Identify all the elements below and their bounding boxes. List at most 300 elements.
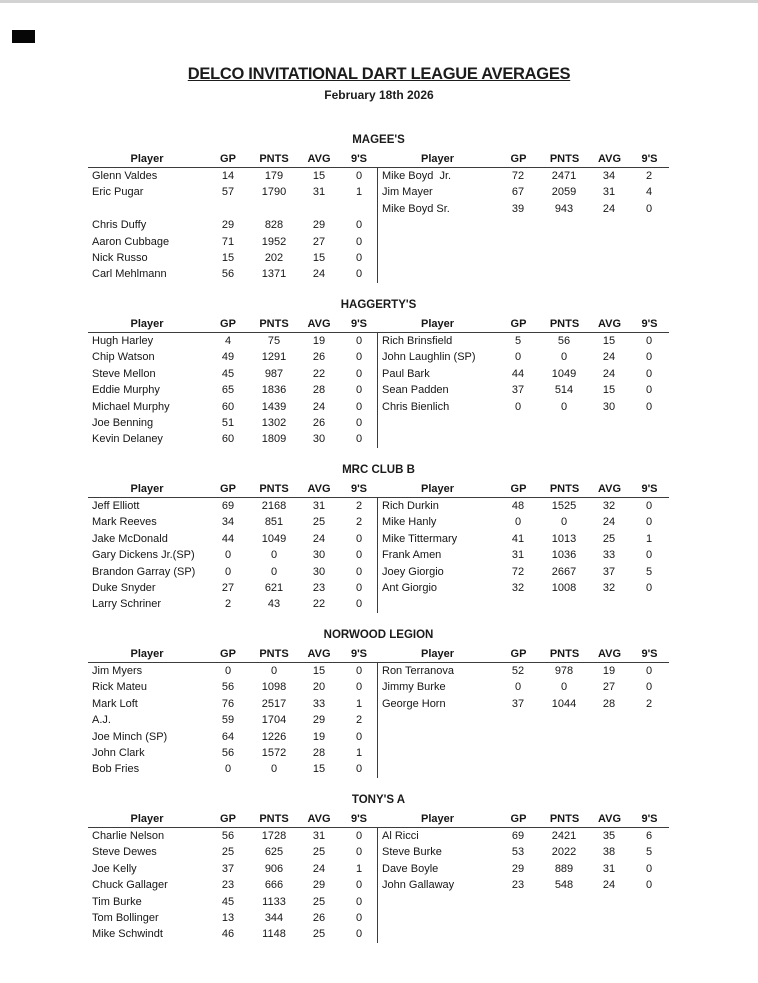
stat-value	[630, 712, 668, 728]
column-header-9s: 9'S	[350, 483, 368, 495]
stat-value: 31	[602, 862, 616, 875]
column-header-player: Player	[130, 153, 164, 165]
table-header-row	[379, 812, 670, 828]
table-row	[378, 514, 669, 530]
stat-value: 26	[312, 351, 326, 364]
stat-value: 5	[514, 335, 522, 347]
player-name: Chuck Gallager	[92, 879, 168, 892]
stat-value: 0	[270, 549, 278, 562]
table-body	[377, 828, 669, 943]
table-row	[88, 250, 379, 266]
stat-value: 179	[264, 170, 284, 182]
stat-value: 0	[355, 665, 363, 677]
player-name: Steve Dewes	[92, 846, 157, 859]
column-header-gp: GP	[510, 153, 527, 165]
player-name: Sean Padden	[382, 384, 449, 397]
stat-value: 34	[221, 516, 235, 529]
stat-value: 71	[221, 235, 235, 248]
stat-value: 60	[221, 400, 235, 413]
table-body	[377, 168, 669, 283]
stat-value: 0	[514, 516, 522, 529]
stat-value	[540, 266, 588, 282]
stat-value: 1226	[261, 730, 287, 743]
stat-value: 24	[602, 879, 616, 892]
stat-value: 67	[511, 186, 525, 199]
stat-value: 2	[355, 500, 363, 512]
player-name: Jimmy Burke	[382, 681, 446, 694]
player-name: Mike Boyd Sr.	[382, 202, 450, 215]
column-header-player: Player	[130, 318, 164, 330]
stat-value: 1790	[261, 186, 287, 199]
stat-value: 1	[355, 697, 363, 710]
stat-value: 15	[312, 251, 326, 264]
league-section	[88, 298, 669, 448]
stat-value: 1809	[261, 433, 287, 446]
stat-value: 2471	[551, 170, 577, 182]
player-name: Paul Bark	[382, 367, 430, 380]
stat-value: 978	[554, 665, 574, 677]
player-name: Mike Hanly	[382, 516, 437, 529]
table-row	[88, 580, 379, 596]
table-row	[378, 729, 669, 745]
stat-value: 2059	[551, 186, 577, 199]
stat-value: 32	[602, 581, 616, 594]
stat-value: 1008	[551, 581, 577, 594]
table-body	[377, 333, 669, 448]
stat-value: 2	[645, 170, 653, 182]
stat-value: 19	[602, 665, 616, 677]
stat-value: 52	[511, 665, 525, 677]
stat-value: 625	[264, 846, 284, 859]
stat-value	[630, 894, 668, 910]
stat-value	[588, 415, 630, 431]
table-left	[88, 812, 379, 943]
player-name	[378, 596, 496, 612]
stat-value: 34	[602, 170, 616, 182]
table-row	[378, 894, 669, 910]
stat-value: 1013	[551, 532, 577, 545]
table-row	[88, 266, 379, 282]
stat-value: 0	[645, 879, 653, 892]
player-name: Michael Murphy	[92, 400, 170, 413]
column-header-gp: GP	[220, 318, 236, 330]
stat-value: 15	[602, 335, 616, 347]
stat-value: 56	[221, 268, 235, 281]
table-right	[379, 647, 670, 778]
stat-value: 37	[602, 565, 616, 578]
table-left	[88, 647, 379, 778]
stat-value: 45	[221, 367, 235, 380]
stat-value: 0	[224, 665, 232, 677]
stat-value: 1302	[261, 416, 287, 429]
column-header-9s: 9'S	[641, 483, 658, 495]
table-row	[378, 201, 669, 217]
stat-value: 0	[355, 549, 363, 562]
column-header-pnts: PNTS	[259, 483, 289, 495]
stat-value: 0	[645, 367, 653, 380]
player-name	[88, 201, 206, 217]
stat-value: 0	[355, 251, 363, 264]
stat-value	[630, 234, 668, 250]
stat-value: 32	[602, 500, 616, 512]
stat-value	[496, 712, 540, 728]
stat-value: 0	[355, 879, 363, 892]
column-header-pnts: PNTS	[549, 813, 580, 825]
stat-value: 24	[312, 532, 326, 545]
player-name: Joey Giorgio	[382, 565, 444, 578]
player-name: Larry Schriner	[92, 598, 162, 611]
section-title: NORWOOD LEGION	[323, 629, 434, 641]
stat-value: 15	[312, 763, 326, 776]
table-row	[378, 168, 669, 184]
player-name: Chris Duffy	[92, 219, 147, 232]
stat-value: 0	[355, 928, 363, 941]
stat-value: 51	[221, 416, 235, 429]
stat-value	[630, 266, 668, 282]
table-row	[88, 333, 379, 349]
league-section	[88, 793, 669, 943]
stat-value: 31	[602, 186, 616, 199]
table-row	[88, 696, 379, 712]
table-row	[378, 596, 669, 612]
stat-value: 72	[511, 565, 525, 578]
stat-value: 0	[645, 335, 653, 347]
table-row	[88, 564, 379, 580]
section-title: TONY'S A	[351, 794, 406, 806]
player-name: Rick Mateu	[92, 681, 148, 694]
table-row	[88, 415, 379, 431]
stat-value: 43	[267, 598, 281, 611]
player-name: Ron Terranova	[382, 665, 454, 677]
league-section	[88, 463, 669, 613]
stat-value: 28	[602, 697, 616, 710]
page-title: DELCO INVITATIONAL DART LEAGUE AVERAGES	[187, 65, 571, 83]
stat-value	[340, 201, 378, 217]
stat-value: 25	[312, 928, 326, 941]
table-header-row	[379, 647, 670, 663]
stat-value: 0	[355, 895, 363, 908]
stat-value: 25	[312, 846, 326, 859]
stat-value	[630, 415, 668, 431]
player-name: Charlie Nelson	[92, 830, 165, 842]
column-header-9s: 9'S	[350, 153, 368, 165]
stat-value: 29	[312, 714, 326, 727]
stat-value: 0	[355, 763, 363, 776]
stat-value	[540, 745, 588, 761]
column-header-pnts: PNTS	[549, 153, 580, 165]
stat-value: 19	[312, 335, 326, 347]
player-name	[378, 761, 496, 777]
column-header-9s: 9'S	[641, 813, 658, 825]
column-header-pnts: PNTS	[549, 648, 580, 660]
stat-value: 37	[511, 384, 525, 397]
stat-value: 202	[264, 251, 284, 264]
stat-value: 1036	[551, 549, 577, 562]
table-row	[378, 266, 669, 282]
table-row	[88, 349, 379, 365]
stat-value	[496, 217, 540, 233]
player-name: Mike Boyd Jr.	[382, 170, 452, 182]
player-name: Glenn Valdes	[92, 170, 158, 182]
stat-value: 0	[645, 202, 653, 215]
player-name: Duke Snyder	[92, 581, 156, 594]
stat-value: 5	[645, 846, 653, 859]
player-name	[378, 250, 496, 266]
table-right	[379, 812, 670, 943]
table-row	[378, 547, 669, 563]
table-row	[88, 844, 379, 860]
player-name: Eric Pugar	[92, 186, 144, 199]
stat-value: 24	[312, 862, 326, 875]
table-right	[379, 152, 670, 283]
table-row	[378, 382, 669, 398]
stat-value: 24	[602, 367, 616, 380]
stat-value: 0	[645, 681, 653, 694]
table-body	[88, 663, 379, 778]
stat-value: 0	[355, 400, 363, 413]
column-header-avg: AVG	[597, 153, 622, 165]
stat-value: 22	[312, 367, 326, 380]
stat-value	[588, 894, 630, 910]
player-name: Aaron Cubbage	[92, 235, 170, 248]
table-row	[88, 761, 379, 777]
column-header-pnts: PNTS	[259, 648, 289, 660]
player-name: Chris Bienlich	[382, 400, 450, 413]
stat-value: 0	[355, 532, 363, 545]
stat-value: 0	[560, 351, 568, 364]
section-tables	[88, 152, 669, 283]
stat-value: 24	[312, 400, 326, 413]
column-header-pnts: PNTS	[259, 153, 289, 165]
player-name: Joe Benning	[92, 416, 154, 429]
player-name	[378, 926, 496, 942]
column-header-player: Player	[420, 483, 455, 495]
column-header-player: Player	[420, 318, 455, 330]
stat-value: 31	[312, 830, 326, 842]
stat-value	[540, 729, 588, 745]
column-header-gp: GP	[510, 483, 527, 495]
stat-value	[496, 761, 540, 777]
player-name: Jim Myers	[92, 665, 143, 677]
stat-value	[630, 745, 668, 761]
stat-value: 69	[511, 830, 525, 842]
player-name: Joe Minch (SP)	[92, 730, 168, 743]
stat-value	[496, 431, 540, 447]
table-row	[378, 349, 669, 365]
player-name	[378, 234, 496, 250]
table-row	[378, 415, 669, 431]
table-right	[379, 482, 670, 613]
table-row	[378, 712, 669, 728]
player-name: Dave Boyle	[382, 862, 439, 875]
table-row	[88, 828, 379, 844]
table-header-row	[379, 152, 670, 168]
stat-value: 30	[602, 400, 616, 413]
column-header-player: Player	[420, 153, 455, 165]
stat-value: 32	[511, 581, 525, 594]
stat-value: 0	[270, 665, 278, 677]
stat-value: 33	[312, 697, 326, 710]
table-header-row	[88, 482, 379, 498]
player-name: John Gallaway	[382, 879, 455, 892]
player-name: John Clark	[92, 746, 145, 759]
stat-value	[588, 729, 630, 745]
table-row	[88, 234, 379, 250]
stat-value: 0	[560, 400, 568, 413]
stat-value	[540, 250, 588, 266]
column-header-avg: AVG	[307, 813, 331, 825]
stat-value: 23	[511, 879, 525, 892]
stat-value	[540, 234, 588, 250]
stat-value: 2421	[551, 830, 577, 842]
stat-value: 4	[224, 335, 232, 347]
table-row	[378, 861, 669, 877]
stat-value: 25	[221, 846, 235, 859]
player-name	[378, 894, 496, 910]
player-name: Bob Fries	[92, 763, 140, 776]
table-body	[377, 498, 669, 613]
player-name: Mark Loft	[92, 697, 138, 710]
stat-value	[588, 926, 630, 942]
table-row	[88, 201, 379, 217]
stat-value: 35	[602, 830, 616, 842]
corner-mark	[12, 30, 35, 43]
stat-value: 906	[264, 862, 284, 875]
stat-value: 666	[264, 879, 284, 892]
stat-value: 65	[221, 384, 235, 397]
table-row	[88, 399, 379, 415]
table-body	[88, 828, 379, 943]
stat-value: 0	[645, 351, 653, 364]
player-name: George Horn	[382, 697, 446, 710]
stat-value: 29	[221, 219, 235, 232]
stat-value: 2517	[261, 697, 287, 710]
stat-value: 0	[645, 862, 653, 875]
stat-value: 76	[221, 697, 235, 710]
section-tables	[88, 647, 669, 778]
table-body	[377, 663, 669, 778]
player-name: Eddie Murphy	[92, 384, 160, 397]
stat-value: 56	[221, 746, 235, 759]
table-row	[88, 184, 379, 200]
stat-value: 25	[312, 516, 326, 529]
stat-value: 15	[602, 384, 616, 397]
section-tables	[88, 812, 669, 943]
column-header-pnts: PNTS	[549, 318, 580, 330]
stat-value: 0	[355, 730, 363, 743]
stat-value: 621	[264, 581, 284, 594]
stat-value: 2667	[551, 565, 577, 578]
stat-value: 26	[312, 911, 326, 924]
stat-value: 31	[312, 500, 326, 512]
stat-value: 0	[645, 384, 653, 397]
stat-value	[588, 761, 630, 777]
stat-value: 49	[221, 351, 235, 364]
table-row	[88, 498, 379, 514]
table-row	[378, 745, 669, 761]
player-name: Ant Giorgio	[382, 581, 438, 594]
stat-value	[540, 596, 588, 612]
table-row	[88, 547, 379, 563]
stat-value: 0	[514, 351, 522, 364]
stat-value	[496, 745, 540, 761]
stat-value	[630, 926, 668, 942]
stat-value: 0	[355, 565, 363, 578]
stat-value: 0	[560, 681, 568, 694]
stat-value: 1291	[261, 351, 287, 364]
stat-value: 0	[355, 384, 363, 397]
table-row	[378, 333, 669, 349]
league-section	[88, 133, 669, 283]
stat-value: 0	[355, 416, 363, 429]
stat-value: 0	[355, 219, 363, 232]
player-name: Mike Tittermary	[382, 532, 458, 545]
column-header-pnts: PNTS	[549, 483, 580, 495]
stat-value: 22	[312, 598, 326, 611]
stat-value: 4	[645, 186, 653, 199]
stat-value: 24	[602, 516, 616, 529]
column-header-gp: GP	[510, 318, 527, 330]
stat-value: 2168	[261, 500, 287, 512]
stat-value: 851	[264, 516, 284, 529]
stat-value: 29	[312, 219, 326, 232]
stat-value: 2	[355, 714, 363, 727]
stat-value: 943	[554, 202, 574, 215]
stat-value: 26	[312, 416, 326, 429]
stat-value: 23	[312, 581, 326, 594]
player-name: Mike Schwindt	[92, 928, 163, 941]
stat-value: 1572	[261, 746, 287, 759]
stat-value	[496, 910, 540, 926]
stat-value: 29	[312, 879, 326, 892]
table-header-row	[88, 317, 379, 333]
section-tables	[88, 317, 669, 448]
stat-value: 1133	[262, 895, 286, 908]
stat-value: 1049	[261, 532, 287, 545]
stat-value: 1439	[261, 400, 287, 413]
player-name: Hugh Harley	[92, 335, 154, 347]
column-header-avg: AVG	[307, 648, 331, 660]
stat-value: 0	[355, 268, 363, 281]
player-name: Frank Amen	[382, 549, 442, 562]
player-name: Jim Mayer	[382, 186, 433, 199]
table-header-row	[379, 482, 670, 498]
stat-value: 33	[602, 549, 616, 562]
stat-value	[588, 745, 630, 761]
table-row	[378, 663, 669, 679]
table-body	[88, 333, 379, 448]
stat-value: 37	[221, 862, 235, 875]
table-header-row	[88, 812, 379, 828]
stat-value	[630, 217, 668, 233]
stat-value	[540, 926, 588, 942]
stat-value: 46	[221, 928, 235, 941]
table-row	[378, 828, 669, 844]
table-row	[378, 184, 669, 200]
stat-value: 0	[270, 565, 278, 578]
column-header-9s: 9'S	[641, 648, 658, 660]
stat-value: 15	[312, 170, 326, 182]
stat-value: 56	[221, 681, 235, 694]
player-name	[378, 729, 496, 745]
stat-value	[630, 250, 668, 266]
table-row	[378, 696, 669, 712]
table-left	[88, 152, 379, 283]
stat-value: 29	[511, 862, 525, 875]
stat-value: 2022	[551, 846, 577, 859]
table-row	[88, 877, 379, 893]
column-header-avg: AVG	[307, 483, 331, 495]
